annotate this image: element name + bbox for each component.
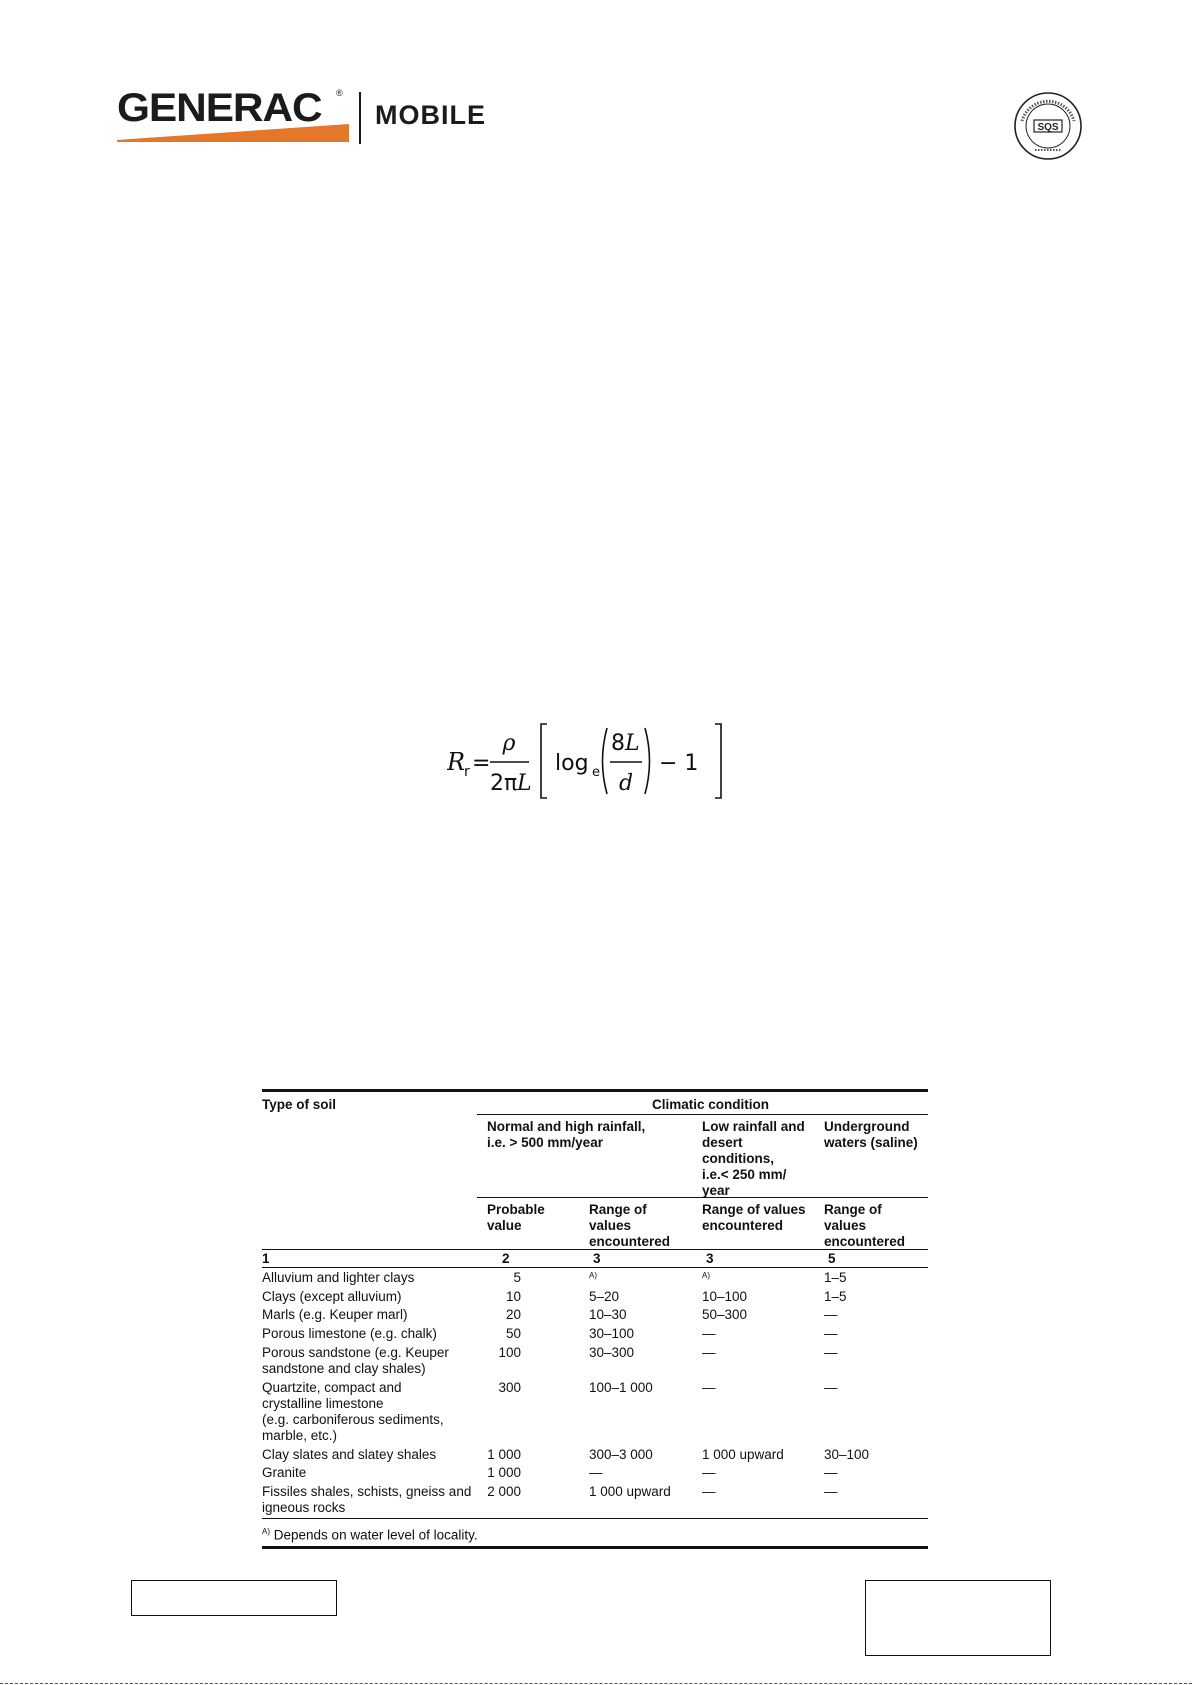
range-saline-cell: — [824,1465,838,1481]
header-low-rainfall: Low rainfall and desert conditions, i.e.< 250 mm/ year [702,1119,805,1198]
probable-cell: 10 [505,1288,521,1304]
probable-cell: 1 000 [487,1465,521,1481]
column-number-5: 5 [828,1251,836,1266]
soil-type-cell: Porous limestone (e.g. chalk) [262,1326,437,1342]
logo-divider [359,92,361,144]
header-normal-rainfall: Normal and high rainfall, i.e. > 500 mm/year [487,1119,646,1150]
logo-swoosh-icon [117,124,349,142]
logo-wordmark: GENERAC [117,86,322,130]
column-number-3b: 3 [706,1251,714,1266]
soil-type-cell: Alluvium and lighter clays [262,1270,415,1285]
range-normal-cell: A) [589,1271,597,1280]
probable-cell: 1 000 [487,1446,521,1462]
soil-type-cell: Marls (e.g. Keuper marl) [262,1307,408,1323]
formula-lhs: R [447,748,466,776]
column-number-2: 2 [502,1251,510,1266]
formula-inner-num-pre: 8 [611,731,625,756]
page-bottom-rule [0,1683,1192,1684]
header-climatic-condition: Climatic condition [652,1097,770,1112]
soil-type-cell: Fissiles shales, schists, gneiss and igneous rocks [262,1484,472,1515]
range-low-cell: — [702,1344,716,1360]
formula-log: log [555,751,589,776]
header-range-low: Range of values encountered [702,1202,806,1233]
probable-cell: 20 [505,1307,521,1323]
range-normal-cell: — [589,1465,603,1481]
range-saline-cell: 1–5 [824,1270,847,1285]
range-saline-cell: — [824,1326,838,1342]
soil-type-cell: Granite [262,1465,307,1481]
registered-mark: ® [336,88,343,98]
range-saline-cell: — [824,1307,838,1323]
soil-resistivity-table [262,1089,928,1549]
range-low-cell: A) [702,1271,710,1280]
column-number-1: 1 [262,1251,270,1266]
header-probable-value: Probable value [487,1202,545,1233]
earth-rod-resistance-formula [447,722,727,800]
footer-box-left [131,1580,337,1616]
range-saline-cell: — [824,1484,838,1499]
header-underground-waters: Underground waters (saline) [824,1119,918,1150]
range-normal-cell: 300–3 000 [589,1446,653,1462]
range-saline-cell: — [824,1344,838,1360]
range-saline-cell: 1–5 [824,1288,847,1304]
header-rule-numbers-bottom [262,1267,928,1268]
probable-cell: 300 [498,1379,521,1395]
range-normal-cell: 30–300 [589,1344,635,1360]
range-low-cell: — [702,1465,716,1481]
header-rule-climatic [477,1114,928,1115]
formula-inner-den: d [618,771,634,796]
range-normal-cell: 5–20 [589,1288,620,1304]
table-bottom-rule [262,1546,928,1549]
range-normal-cell: 10–30 [589,1307,627,1323]
range-low-cell: 10–100 [702,1288,748,1304]
probable-cell: 100 [498,1344,521,1360]
formula-equals: = [472,751,491,776]
range-saline-cell: 30–100 [824,1446,870,1462]
formula-denominator-pre: 2π [490,771,518,796]
table-body-end-rule [262,1518,928,1519]
seal-mark: SQS [1037,122,1059,133]
formula-rho: ρ [502,731,516,756]
soil-type-cell: Porous sandstone (e.g. Keuper sandstone and clay shales) [262,1344,449,1376]
soil-type-cell: Clay slates and slatey shales [262,1446,437,1462]
header-range-saline: Range of values encountered [824,1202,906,1249]
range-low-cell: 1 000 upward [702,1446,784,1462]
table-top-rule [262,1089,928,1092]
range-low-cell: 50–300 [702,1307,748,1323]
range-normal-cell: 30–100 [589,1326,635,1342]
range-low-cell: — [702,1379,716,1395]
column-number-3: 3 [593,1251,601,1266]
formula-minus-one: − 1 [659,751,699,776]
range-low-cell: — [702,1326,716,1342]
certification-seal-icon [1013,91,1083,161]
generac-mobile-logo [117,86,517,146]
range-saline-cell: — [824,1379,838,1395]
logo-product-name: MOBILE [375,100,486,130]
formula-denominator-var: L [517,771,532,796]
soil-type-cell: Clays (except alluvium) [262,1288,402,1304]
footer-box-right [865,1580,1051,1656]
soil-type-cell: Quartzite, compact and crystalline limestone (e.g. carboniferous sediments, marble, etc.) [262,1379,444,1443]
table-footnote: $^{A)}$ Depends on water level of locality. [262,1527,478,1543]
range-low-cell: — [702,1484,716,1499]
probable-cell: 5 [513,1270,521,1285]
header-range-normal: Range of values encountered [589,1202,671,1249]
formula-inner-num-var: L [625,731,640,756]
range-normal-cell: 100–1 000 [589,1379,653,1395]
range-normal-cell: 1 000 upward [589,1484,671,1499]
formula-lhs-sub: r [464,764,470,780]
formula-log-sub: e [592,765,600,780]
probable-cell: 2 000 [487,1484,521,1499]
header-type-of-soil: Type of soil [262,1097,337,1112]
probable-cell: 50 [505,1326,521,1342]
